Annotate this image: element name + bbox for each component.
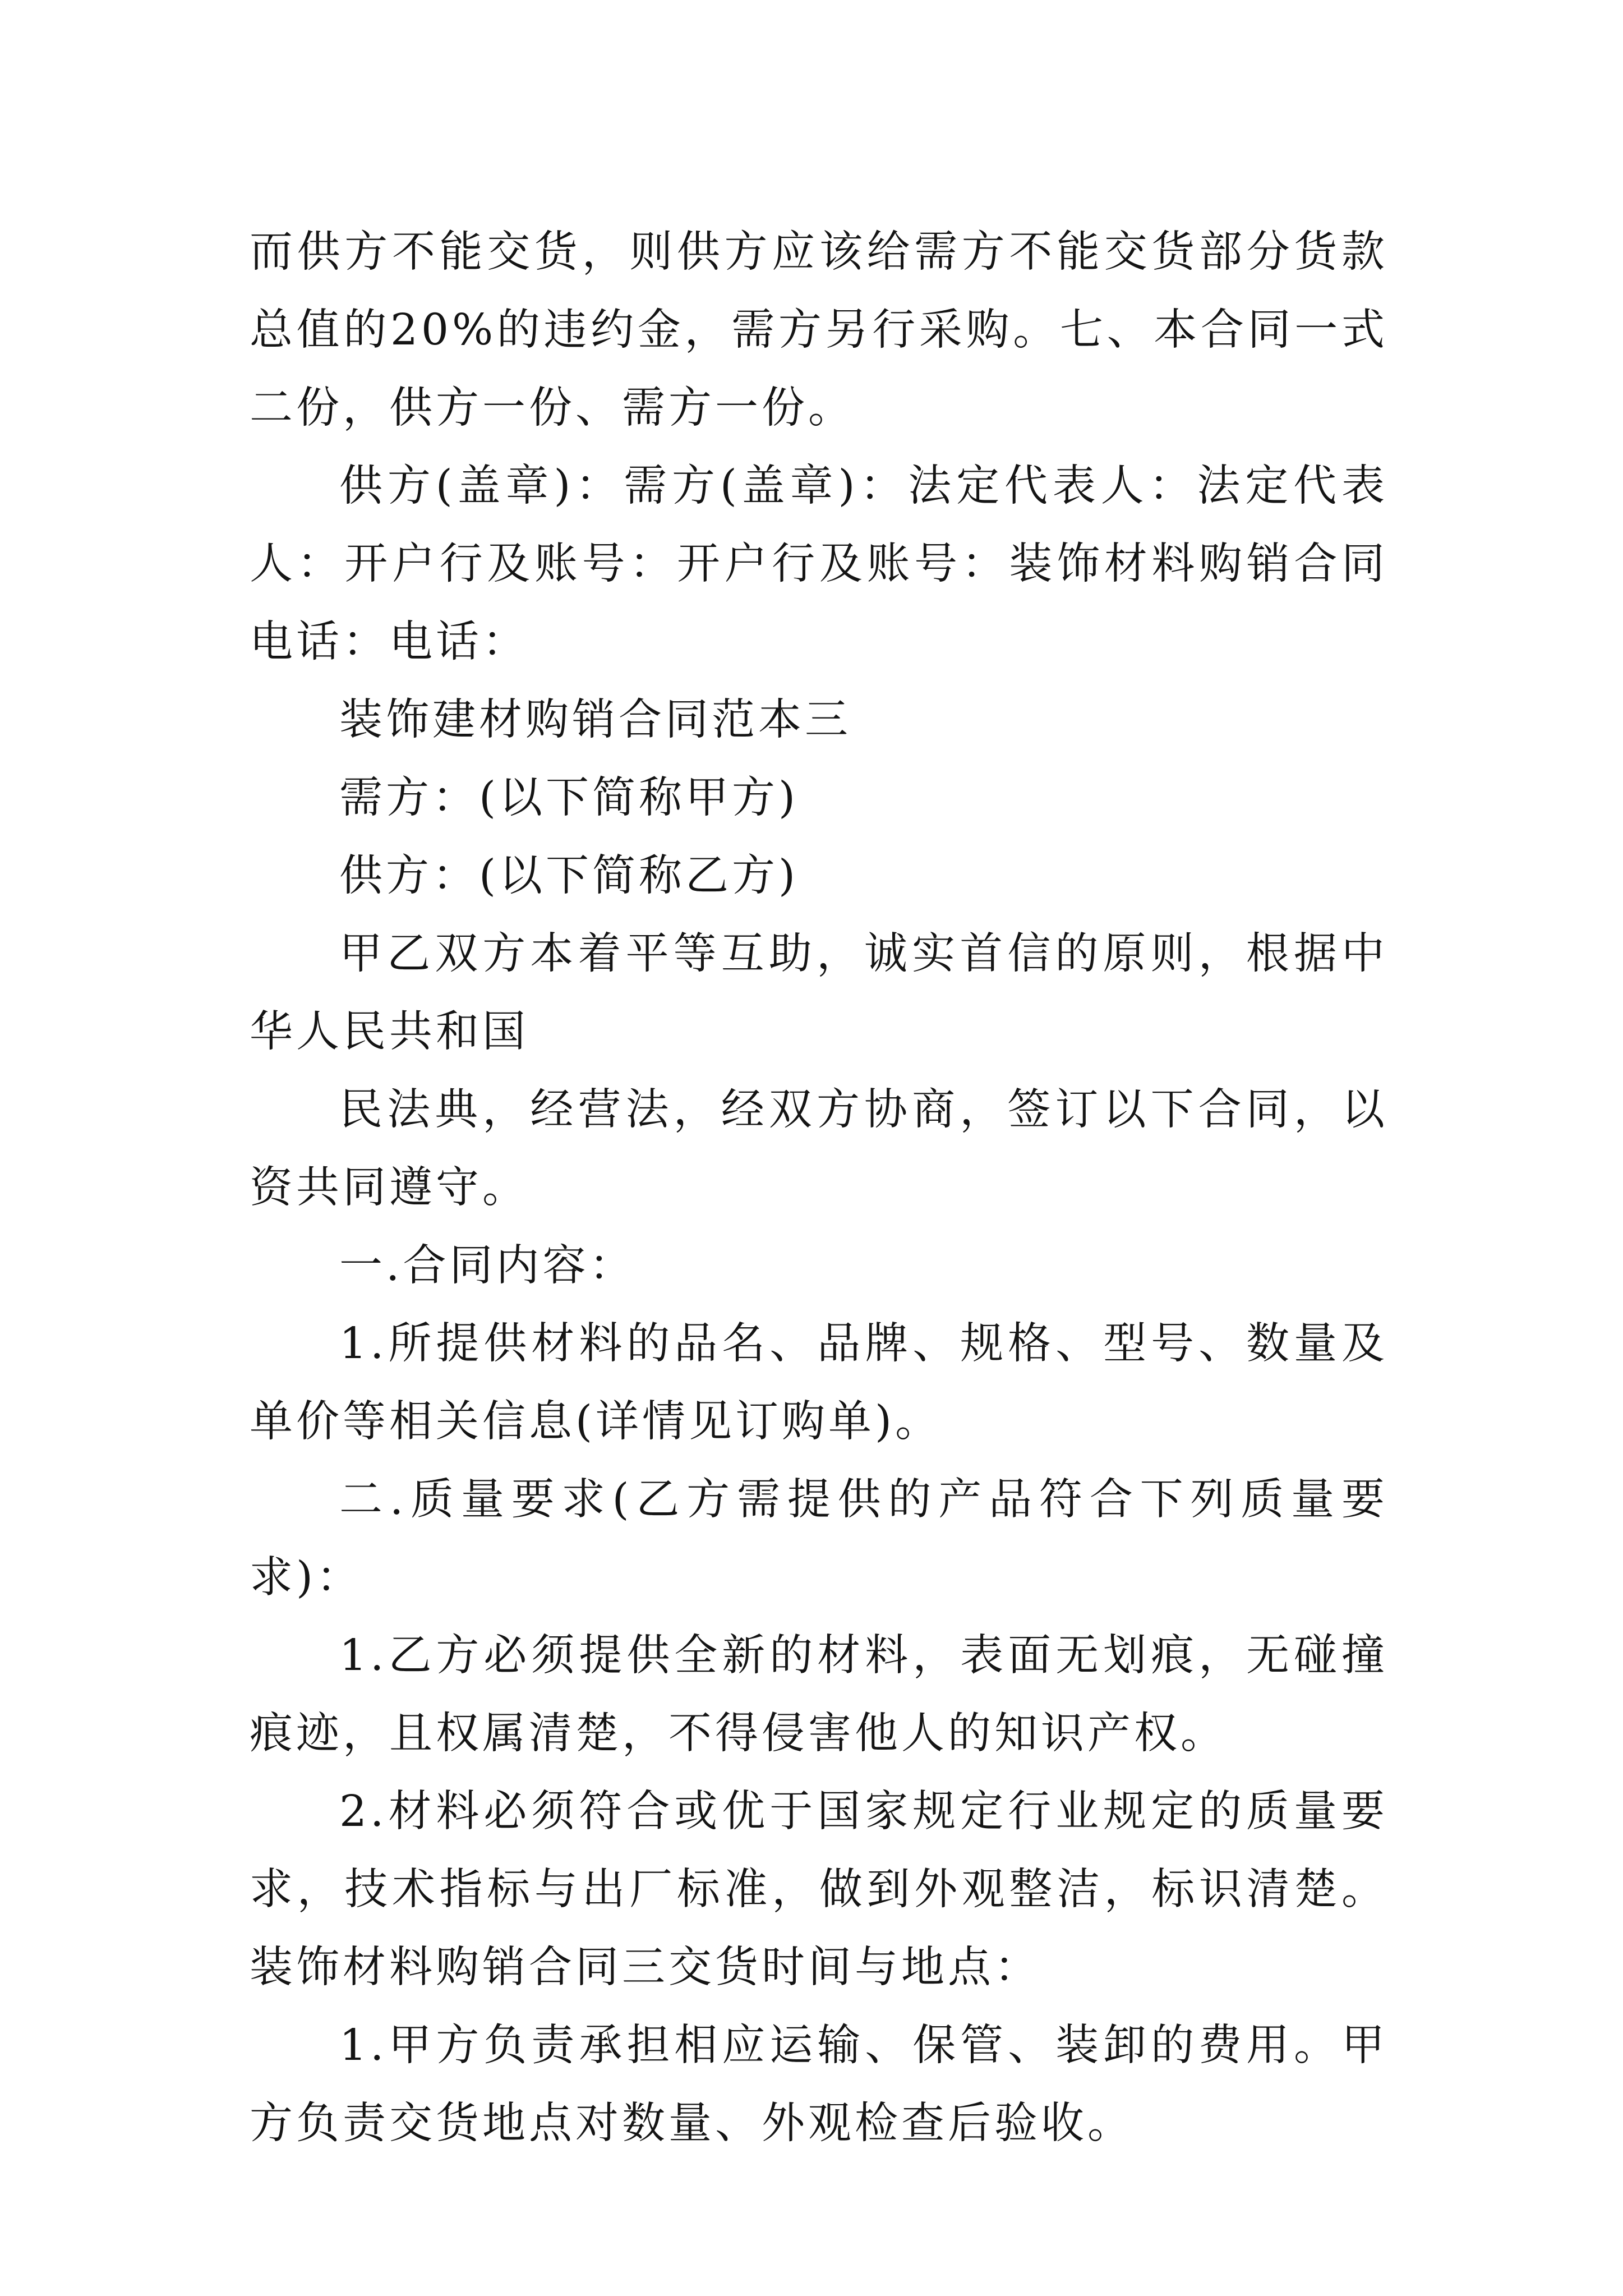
paragraph-quality-item-1: 1.乙方必须提供全新的材料，表面无划痕，无碰撞痕迹，且权属清楚，不得侵害他人的知识产权。 (250, 1631, 1388, 1759)
paragraph-buyer: 需方：(以下简称甲方) (339, 773, 799, 823)
paragraph-material-info: 1.所提供材料的品名、品牌、规格、型号、数量及单价等相关信息(详情见订购单)。 (250, 1319, 1388, 1447)
paragraph-quality-item-2: 2.材料必须符合或优于国家规定行业规定的质量要求，技术指标与出厂标准，做到外观整洁，标识清楚。装饰材料购销合同三交货时间与地点： (250, 1787, 1388, 1993)
paragraph-supplier: 供方：(以下简称乙方) (339, 851, 799, 901)
paragraph-contract-title: 装饰建材购销合同范本三 (339, 695, 851, 745)
paragraph-legal-basis: 民法典，经营法，经双方协商，签订以下合同，以资共同遵守。 (250, 1085, 1388, 1213)
paragraph-signature-block: 供方(盖章)：需方(盖章)：法定代表人：法定代表人：开户行及账号：开户行及账号：装饰材料购销合同电话：电话： (250, 461, 1388, 667)
section-heading-quality: 二.质量要求(乙方需提供的产品符合下列质量要求)： (250, 1475, 1388, 1603)
paragraph-delivery-item-1: 1.甲方负责承担相应运输、保管、装卸的费用。甲方负责交货地点对数量、外观检查后验收。 (250, 2021, 1388, 2148)
paragraph-penalty-clause: 而供方不能交货，则供方应该给需方不能交货部分货款总值的20%的违约金，需方另行采购。七、本合同一式二份，供方一份、需方一份。 (250, 227, 1388, 433)
paragraph-principle: 甲乙双方本着平等互助，诚实首信的原则，根据中华人民共和国 (250, 929, 1388, 1057)
document-body (250, 213, 1388, 2162)
section-heading-contract-content: 一.合同内容： (339, 1241, 636, 1291)
